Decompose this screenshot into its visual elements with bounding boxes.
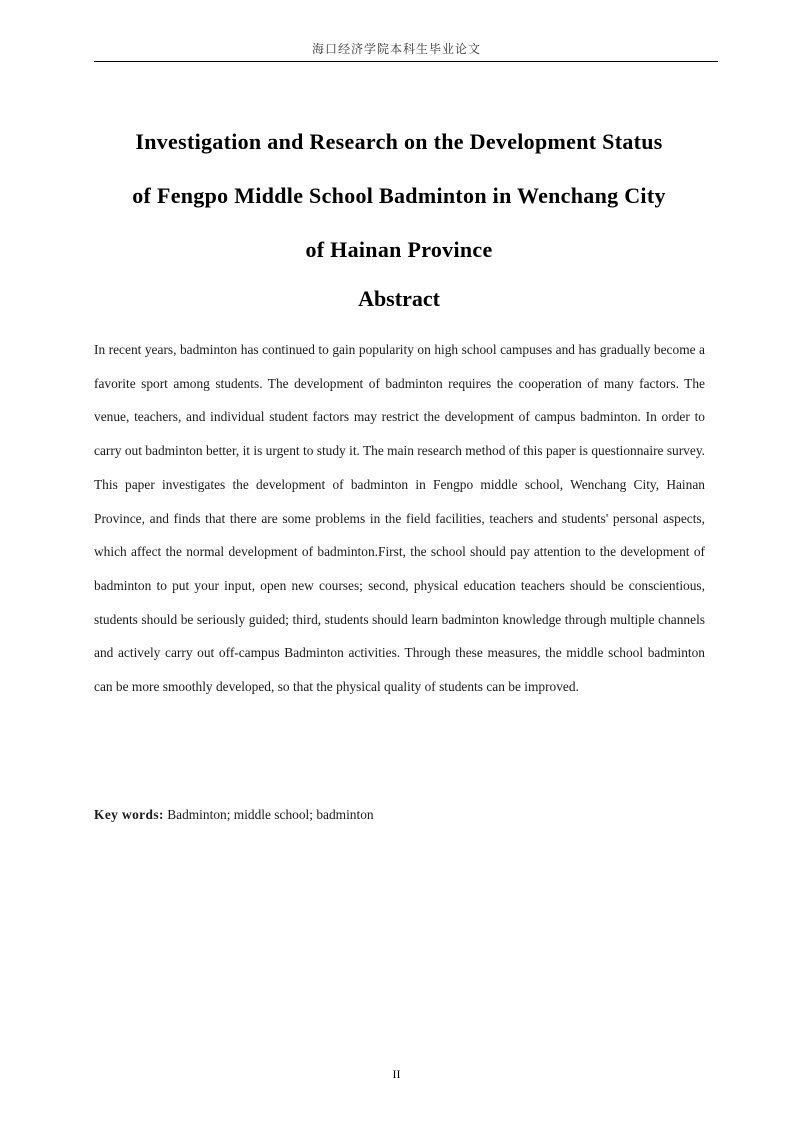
title-line-3: of Hainan Province [305,237,493,262]
header-divider [94,61,718,62]
keywords-label: Key words: [94,807,164,822]
title-line-2: of Fengpo Middle School Badminton in Wenchang City [132,183,666,208]
running-header: 海口经济学院本科生毕业论文 [311,42,481,56]
keywords-value: Badminton; middle school; badminton [163,807,374,822]
title-line-1: Investigation and Research on the Development Status [135,129,663,154]
keywords-line [94,807,705,823]
abstract-heading: Abstract [358,286,440,311]
abstract-body: In recent years, badminton has continued to gain popularity on high school campuses and has gradually become a favorite sport among students. The development of badminton requires the cooperation of many factors. The venue, teachers, and individual student factors may restrict the development of campus badminton. In order to carry out badminton better, it is urgent to study it. The main research method of this paper is questionnaire survey. This paper investigates the development of badminton in Fengpo middle school, Wenchang City, Hainan Province, and finds that there are some problems in the field facilities, teachers and students' personal aspects, which affect the normal development of badminton.First, the school should pay attention to the development of badminton to put your input, open new courses; second, physical education teachers should be conscientious, students should be seriously guided; third, students should learn badminton knowledge through multiple channels and actively carry out off-campus Badminton activities. Through these measures, the middle school badminton can be more smoothly developed, so that the physical quality of students can be improved. [94,342,705,695]
thesis-title [94,122,704,284]
page-number: II [392,1067,401,1081]
